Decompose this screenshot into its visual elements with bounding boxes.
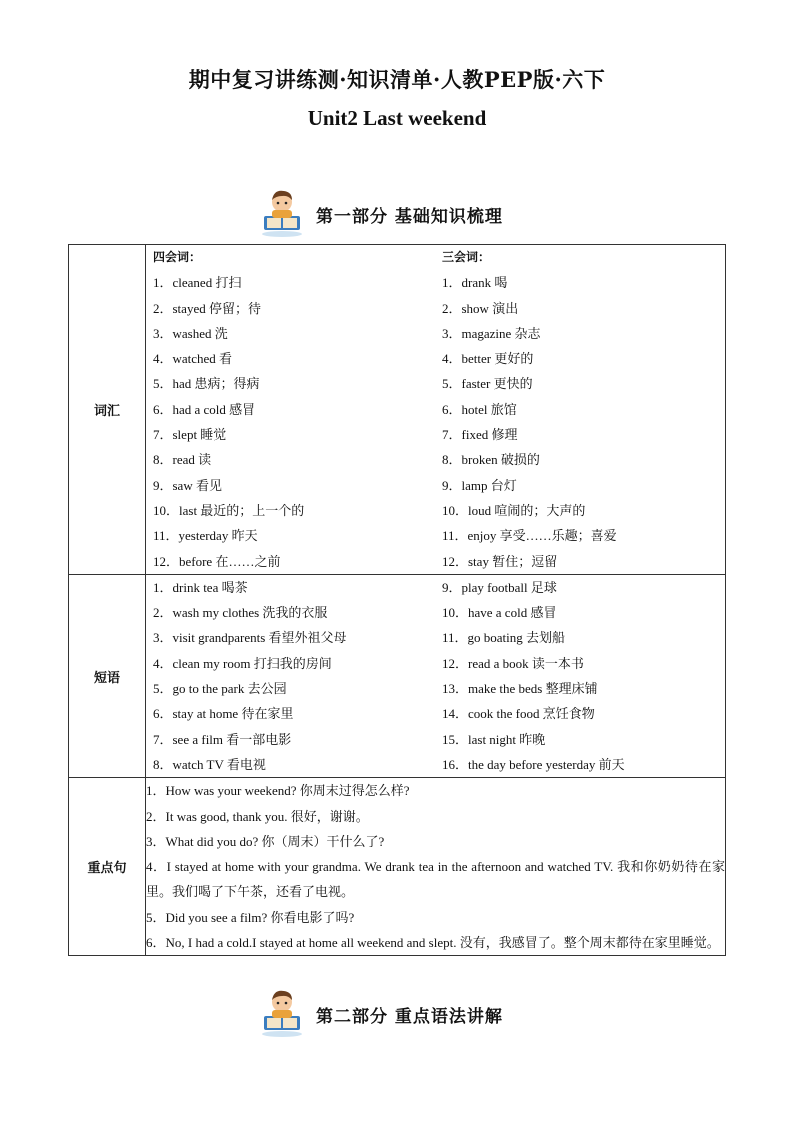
vocab-four-skill-column — [146, 245, 436, 574]
list-item: 7．fixed 修理 — [442, 427, 518, 443]
vocab-content — [146, 245, 726, 575]
list-item: 3．What did you do? 你（周末）干什么了? — [146, 833, 385, 849]
section-header-part1 — [0, 186, 794, 240]
list-item: 16．the day before yesterday 前天 — [442, 756, 625, 772]
list-item: 4．better 更好的 — [442, 351, 534, 367]
phrases-left-column — [146, 575, 436, 777]
sentences-content — [146, 778, 726, 956]
list-item: 9．play football 足球 — [442, 579, 557, 595]
list-item: 2．stayed 停留；待 — [153, 300, 261, 316]
list-item: 7．see a film 看一部电影 — [153, 731, 292, 747]
list-item: 6．hotel 旅馆 — [442, 401, 517, 417]
list-item: 8．watch TV 看电视 — [153, 756, 266, 772]
knowledge-table — [68, 244, 726, 956]
list-item: 3．visit grandparents 看望外祖父母 — [153, 630, 347, 646]
vocab-three-skill-heading: 三会词： — [442, 250, 491, 264]
section-header-part2 — [0, 986, 794, 1040]
section-title-part1: 第一部分 基础知识梳理 — [316, 207, 503, 227]
list-item: 11．enjoy 享受……乐趣；喜爱 — [442, 528, 617, 544]
list-item: 8．read 读 — [153, 452, 212, 468]
list-item: 11．yesterday 昨天 — [153, 528, 258, 544]
list-item: 12．before 在……之前 — [153, 553, 281, 569]
list-item: 11．go boating 去划船 — [442, 630, 566, 646]
list-item: 5．go to the park 去公园 — [153, 681, 287, 697]
list-item: 5．had 患病；得病 — [153, 376, 260, 392]
list-item: 4．clean my room 打扫我的房间 — [153, 655, 332, 671]
list-item: 2．show 演出 — [442, 300, 519, 316]
list-item: 5．faster 更快的 — [442, 376, 533, 392]
vocab-four-skill-heading: 四会词： — [153, 250, 202, 264]
list-item: 1．How was your weekend? 你周末过得怎么样? — [146, 783, 410, 799]
category-phrases: 短语 — [69, 574, 146, 777]
list-item: 6．stay at home 待在家里 — [153, 706, 294, 722]
list-item: 5．Did you see a film? 你看电影了吗? — [146, 909, 355, 925]
list-item: 2．It was good, thank you. 很好，谢谢。 — [146, 808, 369, 824]
list-item: 7．slept 睡觉 — [153, 427, 227, 443]
list-item: 9．lamp 台灯 — [442, 477, 517, 493]
vocab-row — [69, 245, 726, 575]
list-item: 1．drank 喝 — [442, 275, 508, 291]
list-item: 15．last night 昨晚 — [442, 731, 546, 747]
document-title: 期中复习讲练测·知识清单·人教PEP版·六下 — [188, 67, 606, 92]
list-item: 10．have a cold 感冒 — [442, 605, 557, 621]
section-title-part2: 第二部分 重点语法讲解 — [316, 1007, 503, 1027]
list-item: 4．I stayed at home with your grandma. We drank tea in the afternoon and watched TV. 我和你奶奶待在家里。我们喝了下午茶，还看了电视。 — [146, 859, 725, 900]
list-item: 6．No, I had a cold.I stayed at home all weekend and slept. 没有，我感冒了。整个周末都待在家里睡觉。 — [146, 935, 720, 951]
list-item: 9．saw 看见 — [153, 477, 222, 493]
phrases-content — [146, 574, 726, 777]
list-item: 3．magazine 杂志 — [442, 325, 541, 341]
list-item: 2．wash my clothes 洗我的衣服 — [153, 605, 328, 621]
phrases-row — [69, 574, 726, 777]
vocab-three-skill-column — [436, 245, 725, 574]
sentences-row — [69, 778, 726, 956]
list-item: 3．washed 洗 — [153, 325, 228, 341]
list-item: 4．watched 看 — [153, 351, 233, 367]
unit-title: Unit2 Last weekend — [307, 106, 487, 130]
list-item: 10．loud 喧闹的；大声的 — [442, 502, 586, 518]
list-item: 14．cook the food 烹饪食物 — [442, 706, 595, 722]
boy-reading-book-icon — [258, 986, 306, 1038]
list-item: 1．cleaned 打扫 — [153, 275, 242, 291]
list-item: 13．make the beds 整理床铺 — [442, 681, 598, 697]
category-vocab: 词汇 — [69, 245, 146, 575]
category-key-sentences: 重点句 — [69, 778, 146, 956]
list-item: 8．broken 破损的 — [442, 452, 540, 468]
phrases-right-column — [436, 575, 725, 777]
list-item: 6．had a cold 感冒 — [153, 401, 256, 417]
list-item: 10．last 最近的；上一个的 — [153, 502, 305, 518]
list-item: 12．stay 暂住；逗留 — [442, 553, 558, 569]
list-item: 1．drink tea 喝茶 — [153, 579, 248, 595]
list-item: 12．read a book 读一本书 — [442, 655, 584, 671]
boy-reading-book-icon — [258, 186, 306, 238]
